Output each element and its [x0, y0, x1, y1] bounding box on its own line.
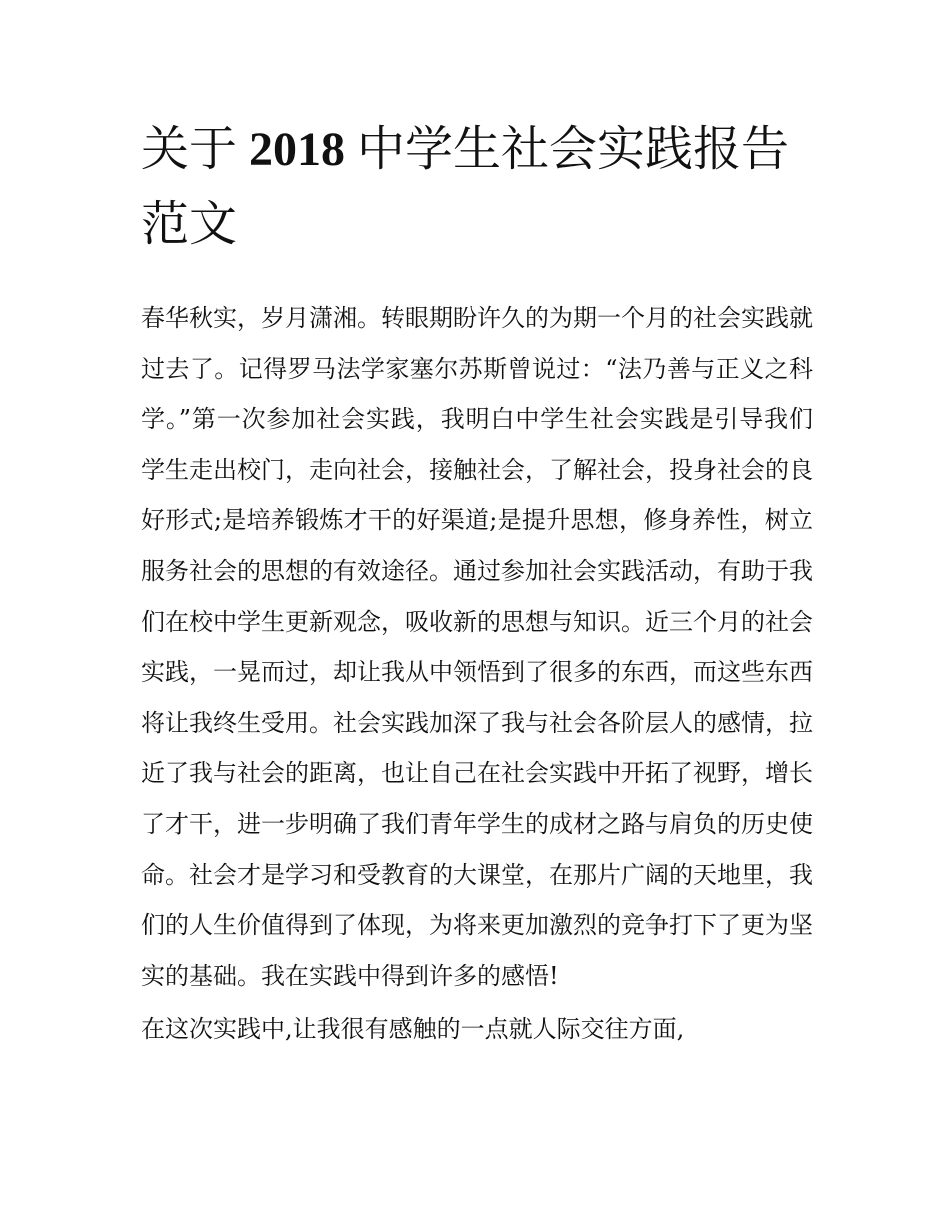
body-paragraph-2: 在这次实践中,让我很有感触的一点就人际交往方面,: [141, 1015, 685, 1044]
document-body: [141, 112, 813, 1055]
title-prefix: 关于: [141, 121, 238, 177]
body-paragraph-1: 春华秋实，岁月潇湘。转眼期盼许久的为期一个月的社会实践就过去了。记得罗马法学家塞尔苏斯曾说过：“法乃善与正义之科学。”第一次参加社会实践，我明白中学生社会实践是引导我们学生走出校门，走向社会，接触社会，了解社会，投身社会的良好形式;是培养锻炼才干的好渠道;是提升思想，修身养性，树立服务社会的思想的有效途径。通过参加社会实践活动，有助于我们在校中学生更新观念，吸收新的思想与知识。近三个月的社会实践，一晃而过，却让我从中领悟到了很多的东西，而这些东西将让我终生受用。社会实践加深了我与社会各阶层人的感情，拉近了我与社会的距离，也让自己在社会实践中开拓了视野，增长了才干，进一步明确了我们青年学生的成材之路与肩负的历史使命。社会才是学习和受教育的大课堂，在那片广阔的天地里，我们的人生价值得到了体现，为将来更加激烈的竞争打下了更为坚实的基础。我在实践中得到许多的感悟!: [141, 304, 813, 990]
document-title: [141, 112, 813, 261]
title-suffix: 中学生社会实践报告范文: [141, 121, 790, 252]
title-year: 2018: [237, 123, 358, 176]
